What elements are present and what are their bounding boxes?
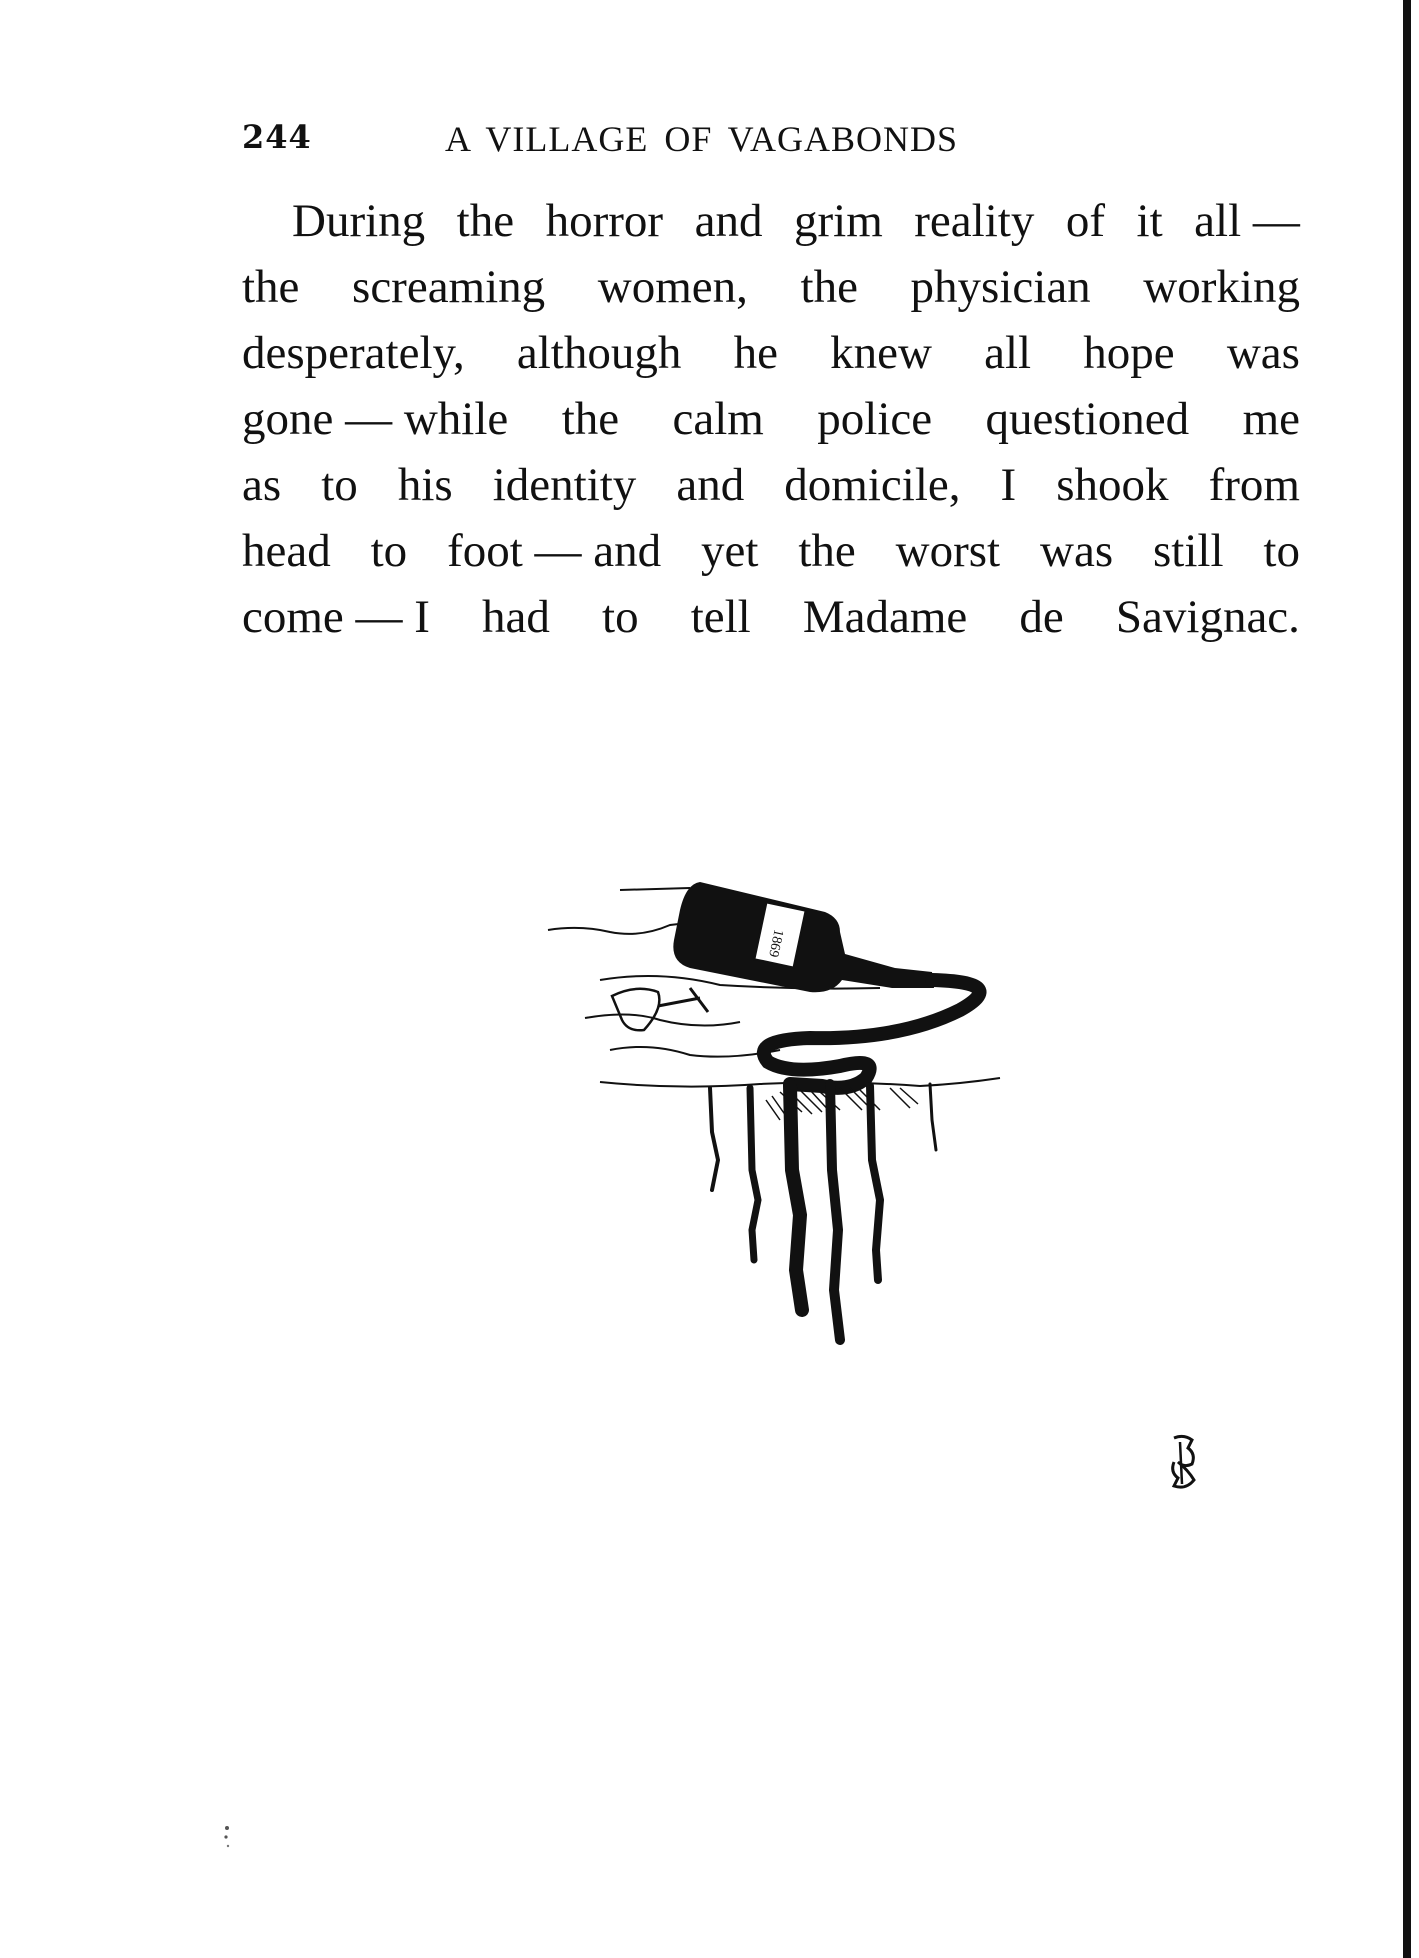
word: to bbox=[370, 525, 408, 577]
word: domicile, bbox=[784, 459, 961, 511]
word: and bbox=[676, 459, 745, 511]
word: physician bbox=[910, 261, 1091, 313]
word: of bbox=[1065, 195, 1106, 247]
text-line bbox=[242, 188, 1300, 254]
word: Madame bbox=[802, 591, 968, 643]
word: he bbox=[733, 327, 778, 379]
wine-bottle bbox=[673, 882, 934, 992]
text-line bbox=[242, 386, 1300, 452]
word: was bbox=[1040, 525, 1114, 577]
word: horror bbox=[545, 195, 664, 247]
word: police bbox=[817, 393, 933, 445]
body-paragraph bbox=[242, 188, 1300, 650]
word: hope bbox=[1083, 327, 1175, 379]
word: the bbox=[561, 393, 620, 445]
word: still bbox=[1153, 525, 1224, 577]
text-line bbox=[242, 254, 1300, 320]
word: knew bbox=[830, 327, 932, 379]
running-title: A VILLAGE OF VAGABONDS bbox=[445, 119, 959, 159]
page-number: 244 bbox=[242, 118, 312, 156]
word: the bbox=[242, 261, 300, 313]
text-line bbox=[242, 518, 1300, 584]
bottle-label-text: 1869 bbox=[765, 927, 786, 959]
word: although bbox=[516, 327, 682, 379]
word: the bbox=[800, 261, 858, 313]
word: I bbox=[1000, 459, 1017, 511]
word: Savignac. bbox=[1115, 591, 1300, 643]
wine-glass bbox=[612, 988, 708, 1030]
word: identity bbox=[492, 459, 637, 511]
monogram-icon bbox=[1166, 1432, 1202, 1492]
wine-stream bbox=[764, 980, 980, 1088]
word: shook bbox=[1056, 459, 1169, 511]
word: to bbox=[321, 459, 358, 511]
word: and bbox=[694, 195, 763, 247]
word: yet bbox=[701, 525, 759, 577]
word: de bbox=[1019, 591, 1064, 643]
word: foot — and bbox=[447, 525, 662, 577]
wine-drips bbox=[710, 1084, 936, 1340]
text-line bbox=[242, 584, 1300, 650]
text-line bbox=[242, 452, 1300, 518]
word: from bbox=[1208, 459, 1300, 511]
word: screaming bbox=[352, 261, 546, 313]
spilled-wine-bottle-icon bbox=[540, 870, 1040, 1450]
word: all bbox=[984, 327, 1032, 379]
word: as bbox=[242, 459, 282, 511]
text-line bbox=[242, 320, 1300, 386]
word: questioned bbox=[985, 393, 1190, 445]
word: it bbox=[1136, 195, 1163, 247]
word: me bbox=[1242, 393, 1300, 445]
word: was bbox=[1226, 327, 1300, 379]
word: his bbox=[397, 459, 453, 511]
word: head bbox=[242, 525, 331, 577]
word: to bbox=[1263, 525, 1300, 577]
word: calm bbox=[672, 393, 764, 445]
word: women, bbox=[597, 261, 748, 313]
word: all — bbox=[1194, 195, 1300, 247]
word: to bbox=[602, 591, 639, 643]
word: working bbox=[1143, 261, 1300, 313]
word: grim bbox=[793, 195, 883, 247]
word: come — I bbox=[242, 591, 430, 643]
ink-speck bbox=[222, 1824, 232, 1854]
page-edge-border bbox=[1403, 0, 1411, 1958]
word: the bbox=[456, 195, 515, 247]
word: worst bbox=[895, 525, 1001, 577]
word: had bbox=[482, 591, 550, 643]
word: During bbox=[292, 195, 426, 247]
word: gone — while bbox=[242, 393, 509, 445]
word: desperately, bbox=[242, 327, 465, 379]
running-head bbox=[242, 118, 1102, 162]
word: the bbox=[798, 525, 856, 577]
word: tell bbox=[690, 591, 751, 643]
word: reality bbox=[914, 195, 1035, 247]
